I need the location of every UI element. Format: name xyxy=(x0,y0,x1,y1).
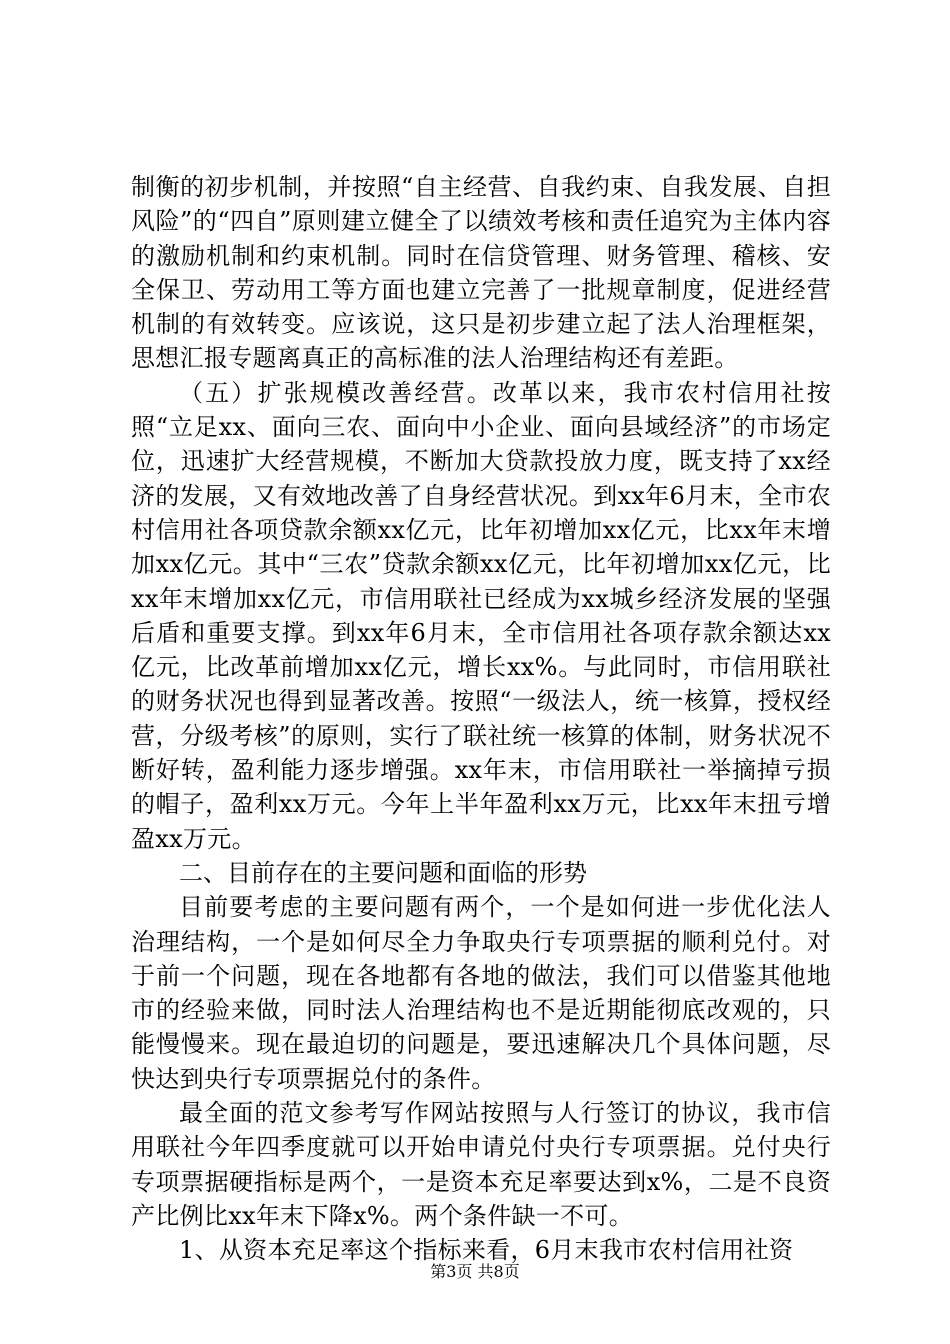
document-body xyxy=(131,170,831,1268)
paragraph-main-problems: 目前要考虑的主要问题有两个，一个是如何进一步优化法人治理结构，一个是如何尽全力争取央行专项票据的顺利兑付。对于前一个问题，现在各地都有各地的做法，我们可以借鉴其他地市的经验来做，同时法人治理结构也不是近期能彻底改观的，只能慢慢来。现在最迫切的问题是，要迅速解决几个具体问题，尽快达到央行专项票据兑付的条件。 xyxy=(131,893,831,1093)
paragraph-agreement: 最全面的范文参考写作网站按照与人行签订的协议，我市信用联社今年四季度就可以开始申请兑付央行专项票据。兑付央行专项票据硬指标是两个，一是资本充足率要达到x%，二是不良资产比例比xx年末下降x%。两个条件缺一不可。 xyxy=(131,1099,831,1230)
paragraph-incentive-mechanism: 制衡的初步机制，并按照“自主经营、自我约束、自我发展、自担风险”的“四自”原则建立健全了以绩效考核和责任追究为主体内容的激励机制和约束机制。同时在信贷管理、财务管理、稽核、安全保卫、劳动用工等方面也建立完善了一批规章制度，促进经营机制的有效转变。应该说，这只是初步建立起了法人治理框架，思想汇报专题离真正的高标准的法人治理结构还有差距。 xyxy=(131,173,831,373)
page-footer: 第3页 共8页 xyxy=(430,1262,520,1281)
paragraph-expansion: （五）扩张规模改善经营。改革以来，我市农村信用社按照“立足xx、面向三农、面向中小企业、面向县域经济”的市场定位，迅速扩大经营规模，不断加大贷款投放力度，既支持了xx经济的发展，又有效地改善了自身经营状况。到xx年6月末，全市农村信用社各项贷款余额xx亿元，比年初增加xx亿元，比xx年末增加xx亿元。其中“三农”贷款余额xx亿元，比年初增加xx亿元，比xx年末增加xx亿元，市信用联社已经成为xx城乡经济发展的坚强后盾和重要支撑。到xx年6月末，全市信用社各项存款余额达xx亿元，比改革前增加xx亿元，增长xx%。与此同时，市信用联社的财务状况也得到显著改善。按照“一级法人，统一核算，授权经营，分级考核”的原则，实行了联社统一核算的体制，财务状况不断好转，盈利能力逐步增强。xx年末，市信用联社一举摘掉亏损的帽子，盈利xx万元。今年上半年盈利xx万元，比xx年末扭亏增盈xx万元。 xyxy=(131,378,831,853)
paragraph-capital-adequacy: 1、从资本充足率这个指标来看，6月末我市农村信用社资 xyxy=(179,1236,794,1265)
section-heading-problems: 二、目前存在的主要问题和面临的形势 xyxy=(179,858,587,887)
